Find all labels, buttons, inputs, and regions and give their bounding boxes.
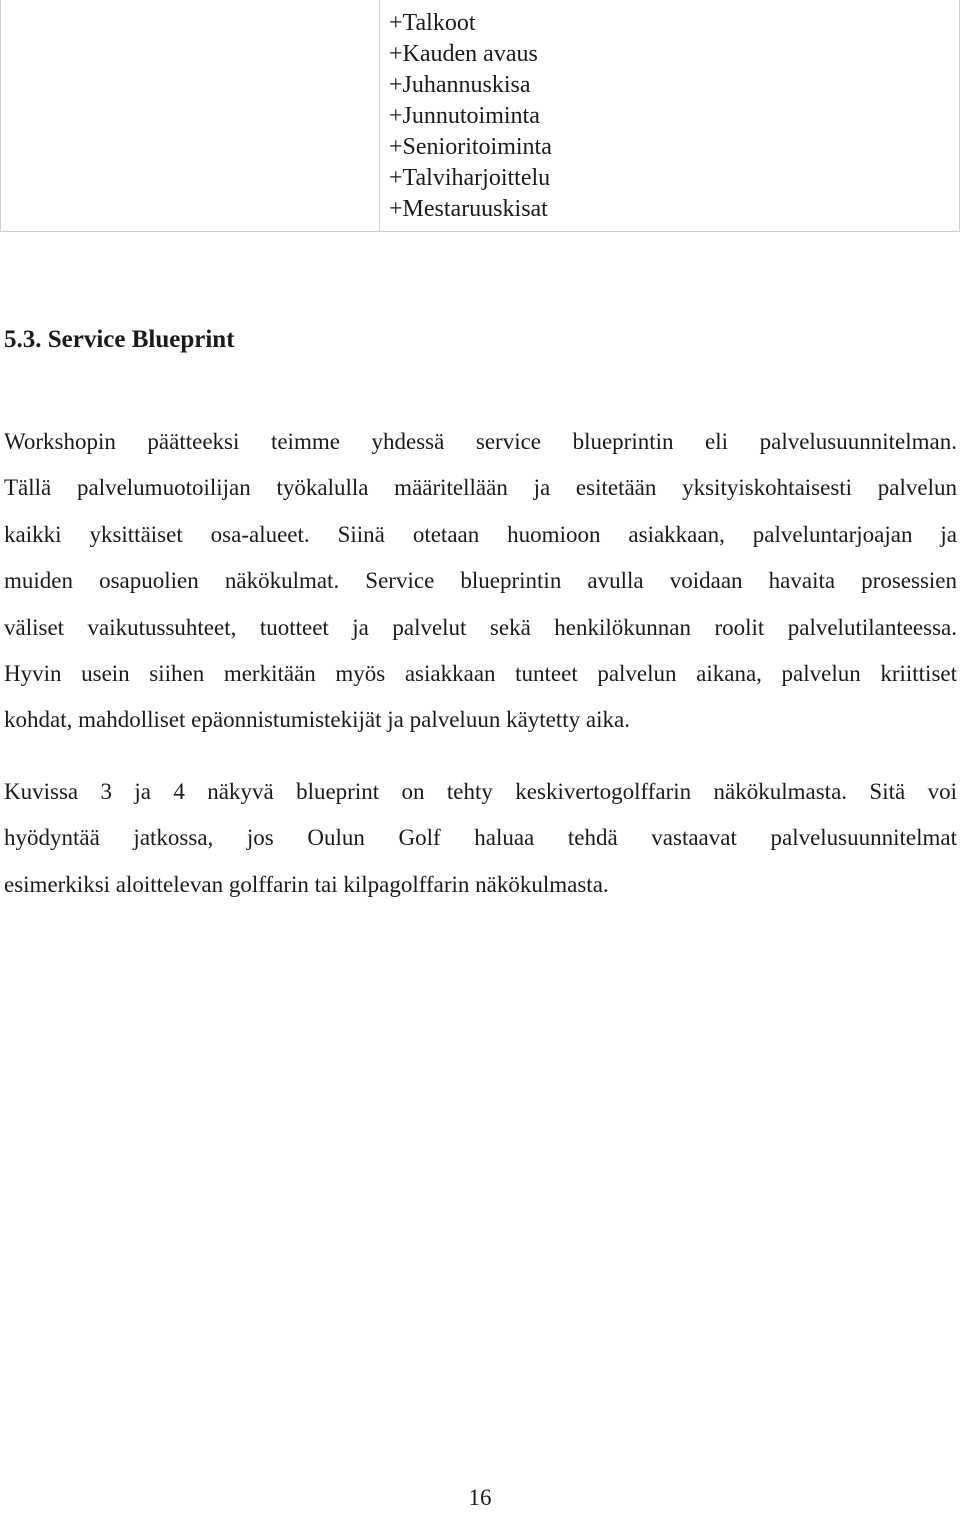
list-item: +Junnutoiminta bbox=[389, 103, 540, 129]
text-line: muiden osapuolien näkökulmat. Service blueprintin avulla voidaan havaita prosessien bbox=[4, 568, 957, 594]
text-line: esimerkiksi aloittelevan golffarin tai kilpagolffarin näkökulmasta. bbox=[4, 871, 609, 897]
text-line: Workshopin päätteeksi teimme yhdessä service blueprintin eli palvelusuunnitelman. bbox=[4, 429, 957, 454]
paragraph-blueprint-intro bbox=[4, 419, 957, 744]
text-line: hyödyntää jatkossa, jos Oulun Golf haluaa tehdä vastaavat palvelusuunnitelmat bbox=[4, 825, 957, 851]
activities-list bbox=[389, 8, 949, 225]
list-item: +Kauden avaus bbox=[389, 41, 538, 67]
text-line: kohdat, mahdolliset epäonnistumistekijät ja palveluun käytetty aika. bbox=[4, 707, 630, 733]
table-left-cell bbox=[1, 0, 380, 231]
table-right-cell bbox=[389, 8, 949, 225]
list-item: +Senioritoiminta bbox=[389, 134, 552, 160]
text-line: Hyvin usein siihen merkitään myös asiakkaan tunteet palvelun aikana, palvelun kriittiset bbox=[4, 661, 957, 687]
list-item: +Talkoot bbox=[389, 10, 476, 36]
list-item: +Juhannuskisa bbox=[389, 72, 531, 98]
list-item: +Mestaruuskisat bbox=[389, 196, 548, 222]
paragraph-blueprint-figures bbox=[4, 769, 957, 908]
text-line: kaikki yksittäiset osa-alueet. Siinä otetaan huomioon asiakkaan, palveluntarjoajan ja bbox=[4, 521, 957, 547]
text-line: väliset vaikutussuhteet, tuotteet ja palvelut sekä henkilökunnan roolit palvelutilanteessa. bbox=[4, 614, 957, 640]
page-number: 16 bbox=[468, 1485, 492, 1510]
section-heading: 5.3. Service Blueprint bbox=[4, 326, 235, 353]
text-line: Kuvissa 3 ja 4 näkyvä blueprint on tehty keskivertogolffarin näkökulmasta. Sitä voi bbox=[4, 779, 957, 804]
activities-table bbox=[0, 0, 960, 232]
text-line: Tällä palvelumuotoilijan työkalulla määritellään ja esitetään yksityiskohtaisesti palvelun bbox=[4, 475, 957, 501]
list-item: +Talviharjoittelu bbox=[389, 165, 551, 191]
